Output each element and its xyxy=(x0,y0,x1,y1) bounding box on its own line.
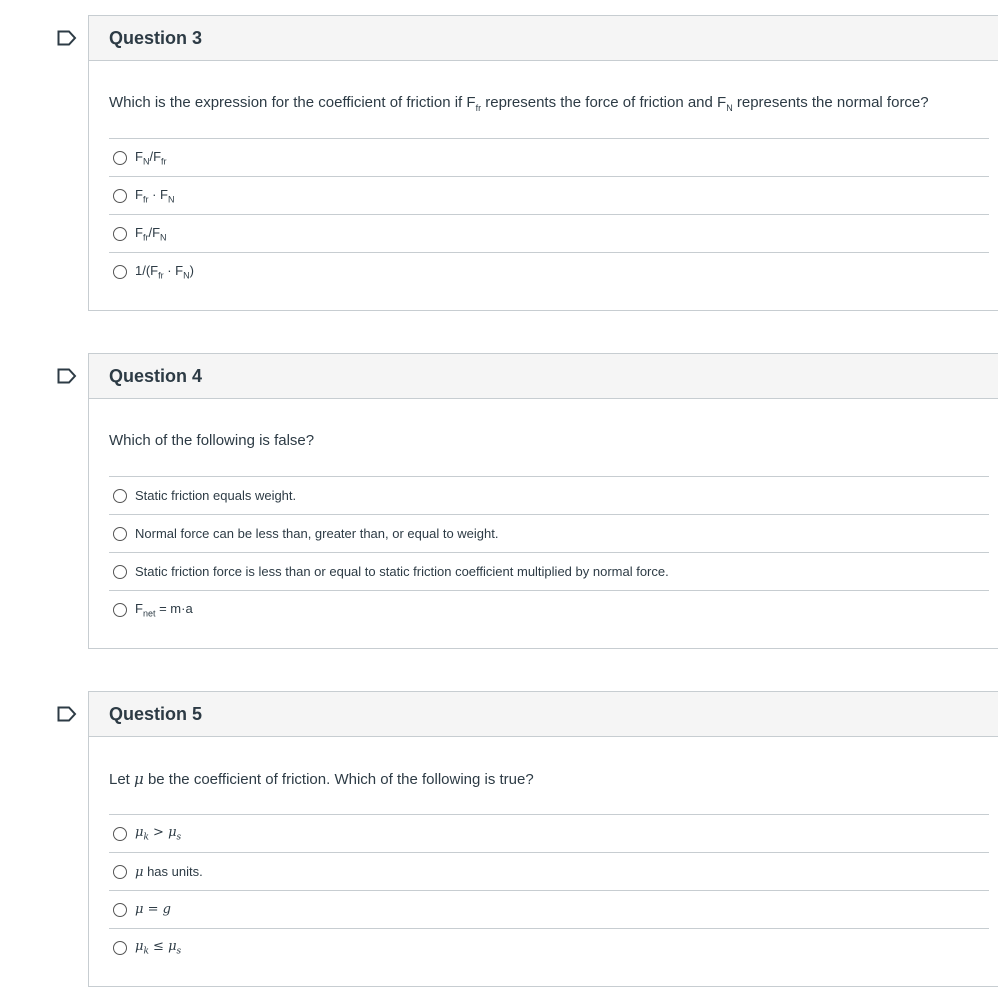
answer-label: $\mu_k \le \mu_s$ xyxy=(135,938,182,957)
answer-option[interactable] xyxy=(109,215,989,253)
question-5-text: Let μ be the coefficient of friction. Which of the following is true? xyxy=(109,770,534,788)
answer-option[interactable] xyxy=(109,891,989,929)
radio-button[interactable] xyxy=(113,603,127,617)
question-3-answers xyxy=(109,138,989,290)
answer-option[interactable] xyxy=(109,177,989,215)
answer-option[interactable] xyxy=(109,477,989,515)
answer-label: $F_N/F_{fr}$ xyxy=(135,148,167,167)
radio-button[interactable] xyxy=(113,189,127,203)
answer-option[interactable] xyxy=(109,815,989,853)
radio-button[interactable] xyxy=(113,941,127,955)
question-4-answers xyxy=(109,476,989,628)
radio-button[interactable] xyxy=(113,265,127,279)
question-4-title: Question 4 xyxy=(89,354,998,399)
answer-label: $\mu_k > \mu_s$ xyxy=(135,824,182,843)
answer-label: $F_{fr}/F_N$ xyxy=(135,224,167,243)
answer-label: Normal force can be less than, greater than, or equal to weight. xyxy=(135,526,499,541)
answer-option[interactable] xyxy=(109,853,989,891)
question-5-answers xyxy=(109,814,989,966)
question-5-card xyxy=(88,691,998,987)
radio-button[interactable] xyxy=(113,827,127,841)
question-3-title: Question 3 xyxy=(89,16,998,61)
radio-button[interactable] xyxy=(113,903,127,917)
question-3-text: Which is the expression for the coefficient of friction if $F_{fr}$ represents the force of friction and $F_N$ represents the normal force? xyxy=(109,94,929,113)
question-5-title: Question 5 xyxy=(89,692,998,737)
answer-option[interactable] xyxy=(109,253,989,290)
answer-label: $1/(F_{fr} \cdot F_N)$ xyxy=(135,262,194,281)
answer-label: μ has units. xyxy=(135,863,203,880)
radio-button[interactable] xyxy=(113,527,127,541)
flag-question-3-icon[interactable] xyxy=(57,30,77,46)
answer-option[interactable] xyxy=(109,139,989,177)
question-3-card xyxy=(88,15,998,311)
radio-button[interactable] xyxy=(113,227,127,241)
flag-question-5-icon[interactable] xyxy=(57,706,77,722)
flag-question-4-icon[interactable] xyxy=(57,368,77,384)
answer-label: Static friction force is less than or equal to static friction coefficient multiplied by normal force. xyxy=(135,564,669,579)
answer-label: $F_{net} = m\cdot a$ xyxy=(135,600,193,619)
answer-option[interactable] xyxy=(109,929,989,966)
radio-button[interactable] xyxy=(113,865,127,879)
answer-option[interactable] xyxy=(109,591,989,628)
radio-button[interactable] xyxy=(113,565,127,579)
answer-option[interactable] xyxy=(109,515,989,553)
question-4-text: Which of the following is false? xyxy=(109,432,315,449)
question-4-card xyxy=(88,353,998,649)
answer-option[interactable] xyxy=(109,553,989,591)
answer-label: $F_{fr} \cdot F_N$ xyxy=(135,186,175,205)
radio-button[interactable] xyxy=(113,151,127,165)
radio-button[interactable] xyxy=(113,489,127,503)
answer-label: Static friction equals weight. xyxy=(135,488,297,503)
answer-label: μ = g xyxy=(135,902,171,917)
